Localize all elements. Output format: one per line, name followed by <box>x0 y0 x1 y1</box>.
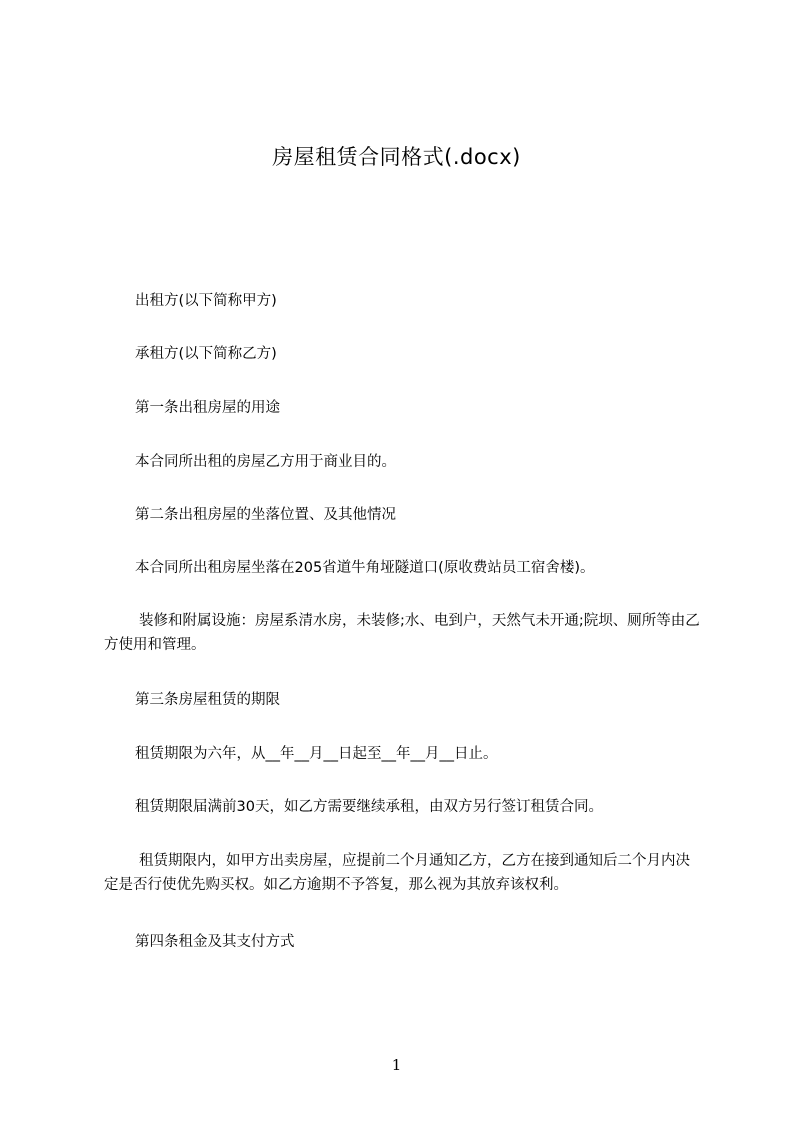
page-number: 1 <box>391 1056 402 1074</box>
article-3-heading: 第三条房屋租赁的期限 <box>135 692 280 708</box>
article-3-renewal: 租赁期限届满前30天，如乙方需要继续承租，由双方另行签订租赁合同。 <box>135 799 603 815</box>
paragraph-lessor: 出租方(以下简称甲方) <box>135 293 277 309</box>
article-1-text: 本合同所出租的房屋乙方用于商业目的。 <box>135 454 396 470</box>
article-3-preemption: 租赁期限内，如甲方出卖房屋，应提前二个月通知乙方，乙方在接到通知后二个月内决定是否行使优先购买权。如乙方逾期不予答复，那么视为其放弃该权利。 <box>104 853 690 893</box>
article-1-heading: 第一条出租房屋的用途 <box>135 400 280 416</box>
article-4-heading: 第四条租金及其支付方式 <box>135 934 295 950</box>
document-title: 房屋租赁合同格式(.docx) <box>272 145 521 169</box>
article-2-heading: 第二条出租房屋的坐落位置、及其他情况 <box>135 507 396 523</box>
article-2-facilities: 装修和附属设施：房屋系清水房，未装修;水、电到户，天然气未开通;院坝、厕所等由乙方使用和管理。 <box>104 613 700 653</box>
article-2-location: 本合同所出租房屋坐落在205省道牛角垭隧道口(原收费站员工宿舍楼)。 <box>135 560 595 576</box>
paragraph-lessee: 承租方(以下简称乙方) <box>135 346 277 362</box>
article-3-term: 租赁期限为六年，从__年__月__日起至__年__月__日止。 <box>135 746 498 762</box>
